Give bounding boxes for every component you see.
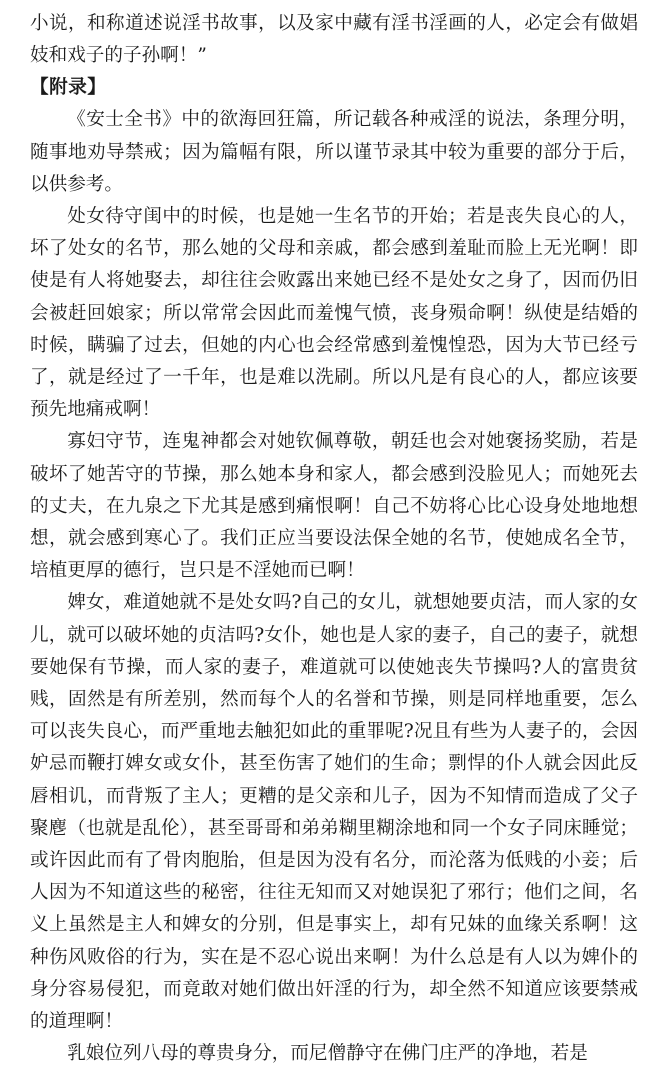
wet-nurse-paragraph: 乳娘位列八母的尊贵身分，而尼僧静守在佛门庄严的净地，若是	[67, 1043, 588, 1065]
intro-continuation-paragraph: 小说，和称道述说淫书故事，以及家中藏有淫书淫画的人，必定会有做娼妓和戏子的子孙啊！”	[30, 13, 638, 67]
appendix-heading: 【附录】	[30, 77, 107, 99]
widow-chastity-paragraph: 寡妇守节，连鬼神都会对她钦佩尊敬，朝廷也会对她褒扬奖励，若是破坏了她苦守的节操，那么她本身和家人，都会感到没脸见人；而她死去的丈夫，在九泉之下尤其是感到痛恨啊！自己不妨将心比心设身处地地想想，就会感到寒心了。我们正应当要设法保全她的名节，使她成名全节，培植更厚的德行，岂只是不淫她而已啊！	[30, 431, 638, 582]
appendix-intro-paragraph: 《安士全书》中的欲海回狂篇，所记载各种戒淫的说法，条理分明，随事地劝导禁戒；因为篇幅有限，所以谨节录其中较为重要的部分于后，以供参考。	[30, 109, 638, 195]
maidservant-paragraph: 婢女，难道她就不是处女吗?自己的女儿，就想她要贞洁，而人家的女儿，就可以破坏她的贞洁吗?女仆，她也是人家的妻子，自己的妻子，就想要她保有节操，而人家的妻子，难道就可以使她丧失节操吗?人的富贵贫贱，固然是有所差别，然而每个人的名誉和节操，则是同样地重要，怎么可以丧失良心，而严重地去触犯如此的重罪呢?况且有些为人妻子的，会因妒忌而鞭打婢女或女仆，甚至伤害了她们的生命；剽悍的仆人就会因此反唇相讥，而背叛了主人；更糟的是父亲和儿子，因为不知情而造成了父子聚麀（也就是乱伦），甚至哥哥和弟弟糊里糊涂地和同一个女子同床睡觉；或许因此而有了骨肉胞胎，但是因为没有名分，而沦落为低贱的小妾；后人因为不知道这些的秘密，往往无知而又对她误犯了邪行；他们之间，名义上虽然是主人和婢女的分别，但是事实上，却有兄妹的血缘关系啊！这种伤风败俗的行为，实在是不忍心说出来啊！为什么总是有人以为婢仆的身分容易侵犯，而竟敢对她们做出奸淫的行为，却全然不知道应该要禁戒的道理啊！	[30, 592, 638, 1033]
virgin-chastity-paragraph: 处女待守闺中的时候，也是她一生名节的开始；若是丧失良心的人，坏了处女的名节，那么她的父母和亲戚，都会感到羞耻而脸上无光啊！即使是有人将她娶去，却往往会败露出来她已经不是处女之身了，因而仍旧会被赶回娘家；所以常常会因此而羞愧气愤，丧身殒命啊！纵使是结婚的时候，瞒骗了过去，但她的内心也会经常感到羞愧惶恐，因为大节已经亏了，就是经过了一千年，也是难以洗刷。所以凡是有良心的人，都应该要预先地痛戒啊！	[30, 206, 638, 421]
